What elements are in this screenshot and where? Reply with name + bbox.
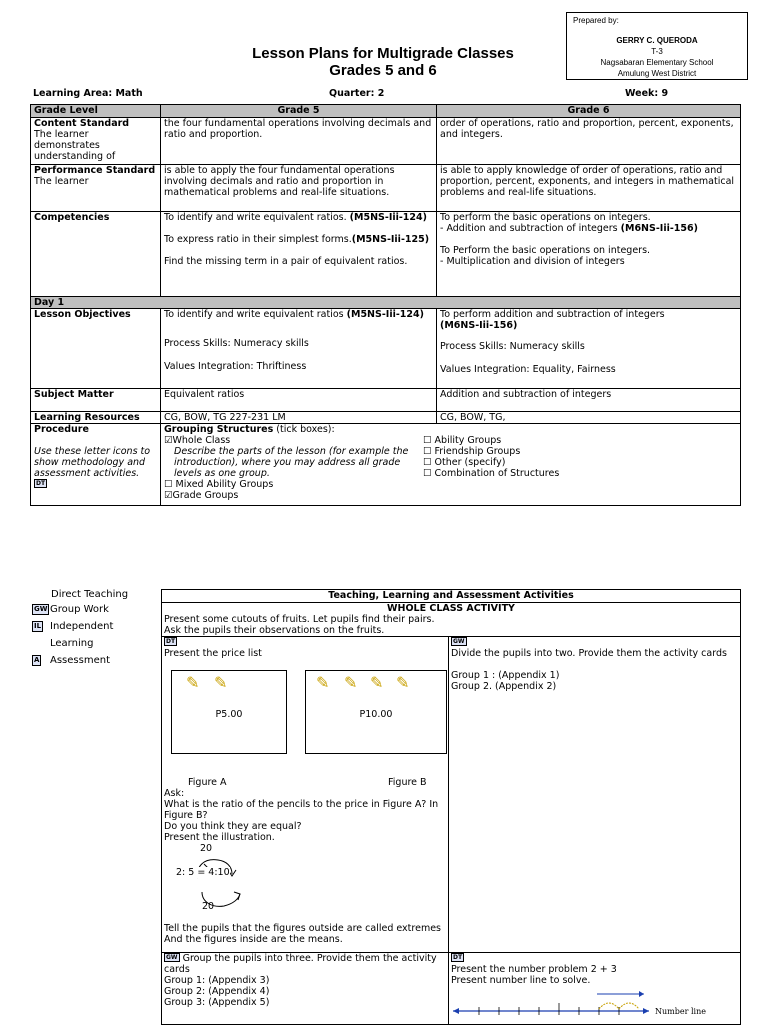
competency-g6-1: To perform the basic operations on integers. xyxy=(440,212,651,223)
pencil-icon: ✎ xyxy=(316,673,330,692)
content-standard-sub: The learner demonstrates understanding of xyxy=(34,129,116,162)
figure-b-price: P10.00 xyxy=(359,709,393,720)
learning-area: Learning Area: Math xyxy=(33,88,143,99)
competency-g6-1-code: (M6NS-Iii-156) xyxy=(620,223,698,234)
method-legend xyxy=(31,588,159,669)
mixed-ability-checkbox[interactable]: ☐ Mixed Ability Groups xyxy=(164,479,274,490)
learning-resources-label: Learning Resources xyxy=(31,412,161,424)
day-label: Day 1 xyxy=(31,297,741,309)
ratio-question: What is the ratio of the pencils to the price in Figure A? In Figure B? xyxy=(164,799,439,821)
grade6-header: Grade 6 xyxy=(437,105,741,118)
legend-independent-learning: Independent Learning xyxy=(50,621,114,649)
content-standard-label: Content Standard xyxy=(34,118,130,129)
ability-groups-checkbox[interactable]: ☐ Ability Groups xyxy=(423,435,502,446)
performance-standard-sub: The learner xyxy=(34,176,89,187)
competency-g5-2: To express ratio in their simplest forms. xyxy=(164,234,352,245)
whole-class-line-2: Ask the pupils their observations on the fruits. xyxy=(164,625,385,636)
group-1-appendix-3: Group 1: (Appendix 3) xyxy=(164,975,270,986)
performance-standard-g6: is able to apply knowledge of order of operations, ratio and proportion, percent, exponents, and integers in mathematical problems and real-life situations. xyxy=(437,165,741,212)
competencies-label: Competencies xyxy=(31,212,161,297)
equal-question: Do you think they are equal? xyxy=(164,821,302,832)
performance-standard-label: Performance Standard xyxy=(34,165,156,176)
figure-a-caption: Figure A xyxy=(188,777,227,788)
grade5-header: Grade 5 xyxy=(161,105,437,118)
figure-b-caption: Figure B xyxy=(388,777,427,788)
objective-g5-skills: Process Skills: Numeracy skills xyxy=(164,338,309,349)
pencil-icon: ✎ xyxy=(186,673,200,692)
proportion-illustration xyxy=(164,843,446,923)
document-title xyxy=(150,45,616,79)
subject-matter-g6: Addition and subtraction of integers xyxy=(437,389,741,412)
gw-tag: GW xyxy=(166,954,178,961)
group-2-appendix: Group 2. (Appendix 2) xyxy=(451,681,557,692)
competency-g5-1: To identify and write equivalent ratios. xyxy=(164,212,347,223)
price-list-text: Present the price list xyxy=(164,648,262,659)
objective-g5: To identify and write equivalent ratios xyxy=(164,309,344,320)
number-line-text: Present number line to solve. xyxy=(451,975,591,986)
figure-a-box xyxy=(171,670,287,754)
pencil-icon: ✎ xyxy=(214,673,228,692)
whole-class-checkbox[interactable]: ☑Whole Class xyxy=(164,435,231,446)
quarter: Quarter: 2 xyxy=(329,88,385,99)
pencil-icon: ✎ xyxy=(344,673,358,692)
number-line-label: Number line xyxy=(655,1007,706,1016)
whole-class-activity-title: WHOLE CLASS ACTIVITY xyxy=(387,603,515,614)
whole-class-line-1: Present some cutouts of fruits. Let pupils find their pairs. xyxy=(164,614,435,625)
competency-g5-1-code: (M5NS-Iii-124) xyxy=(349,212,427,223)
gw-tag: GW xyxy=(453,638,465,645)
week: Week: 9 xyxy=(625,88,669,99)
title-line-1: Lesson Plans for Multigrade Classes xyxy=(252,45,514,62)
bottom-number: 20 xyxy=(202,901,215,912)
objective-g5-values: Values Integration: Thriftiness xyxy=(164,361,307,372)
group-three-text: Group the pupils into three. Provide them the activity cards xyxy=(164,953,437,975)
subject-matter-row xyxy=(31,389,741,412)
objectives-label: Lesson Objectives xyxy=(31,309,161,389)
school-name: Nagsabaran Elementary School xyxy=(600,58,714,67)
tick-boxes-label: (tick boxes): xyxy=(276,424,335,435)
number-problem-text: Present the number problem 2 + 3 xyxy=(451,964,617,975)
gw-tag: GW xyxy=(34,605,48,613)
number-line-icon xyxy=(449,989,679,1019)
content-standard-row xyxy=(31,118,741,165)
competency-g6-2b: - Multiplication and division of integers xyxy=(440,256,625,267)
extremes-text: Tell the pupils that the figures outside are called extremes xyxy=(164,923,441,934)
district-name: Amulung West District xyxy=(617,69,697,78)
activities-table xyxy=(161,589,741,1025)
objective-g6-skills: Process Skills: Numeracy skills xyxy=(440,341,585,352)
group-3-appendix-5: Group 3: (Appendix 5) xyxy=(164,997,270,1008)
a-tag: A xyxy=(34,656,40,664)
group-2-appendix-4: Group 2: (Appendix 4) xyxy=(164,986,270,997)
procedure-label: Procedure xyxy=(34,424,89,435)
title-line-2: Grades 5 and 6 xyxy=(329,62,437,79)
legend-assessment: Assessment xyxy=(50,655,110,666)
dt-tag: DT xyxy=(166,638,176,645)
objective-g6-values: Values Integration: Equality, Fairness xyxy=(440,364,616,375)
other-checkbox[interactable]: ☐ Other (specify) xyxy=(423,457,506,468)
prepared-by-label: Prepared by: xyxy=(573,16,619,25)
divide-pupils-text: Divide the pupils into two. Provide them the activity cards xyxy=(451,648,727,659)
grade-level-header: Grade Level xyxy=(31,105,161,118)
combination-checkbox[interactable]: ☐ Combination of Structures xyxy=(423,468,560,479)
il-tag: IL xyxy=(34,622,42,630)
whole-class-description: Describe the parts of the lesson (for example the introduction), where you may address all grade levels as one group. xyxy=(174,446,409,479)
group-1-appendix: Group 1 : (Appendix 1) xyxy=(451,670,560,681)
objective-g6: To perform addition and subtraction of integers xyxy=(440,309,665,320)
objective-g5-code: (M5NS-Iii-124) xyxy=(346,309,424,320)
grade-groups-checkbox[interactable]: ☑Grade Groups xyxy=(164,490,239,501)
learning-resources-g6: CG, BOW, TG, xyxy=(437,412,741,424)
figure-b-box xyxy=(305,670,447,754)
proportion-equation: 2: 5 = 4:10 xyxy=(176,867,230,878)
pencil-icon: ✎ xyxy=(396,673,410,692)
competencies-row xyxy=(31,212,741,297)
content-standard-g5: the four fundamental operations involving decimals and ratio and proportion. xyxy=(161,118,437,165)
grouping-structures-label: Grouping Structures xyxy=(164,424,274,435)
top-number: 20 xyxy=(200,843,213,854)
learning-resources-g5: CG, BOW, TG 227-231 LM xyxy=(161,412,437,424)
lesson-plan-table xyxy=(30,104,741,506)
procedure-note: Use these letter icons to show methodology and assessment activities. xyxy=(34,446,151,479)
subject-matter-g5: Equivalent ratios xyxy=(161,389,437,412)
friendship-groups-checkbox[interactable]: ☐ Friendship Groups xyxy=(423,446,521,457)
ask-label: Ask: xyxy=(164,788,185,799)
performance-standard-row xyxy=(31,165,741,212)
legend-group-work: Group Work xyxy=(50,604,109,615)
competency-g5-3: Find the missing term in a pair of equivalent ratios. xyxy=(164,256,408,267)
means-text: And the figures inside are the means. xyxy=(164,934,343,945)
preparer-name: GERRY C. QUERODA xyxy=(616,36,698,45)
competency-g6-2: To Perform the basic operations on integers. xyxy=(440,245,651,256)
dt-tag: DT xyxy=(453,954,463,961)
day-row xyxy=(31,297,741,309)
figure-a-price: P5.00 xyxy=(215,709,243,720)
activities-header: Teaching, Learning and Assessment Activities xyxy=(162,590,741,603)
competency-g6-1b: - Addition and subtraction of integers xyxy=(440,223,618,234)
content-standard-g6: order of operations, ratio and proportion, percent, exponents, and integers. xyxy=(437,118,741,165)
proportion-arrows-icon xyxy=(186,854,246,914)
preparer-position: T-3 xyxy=(651,47,663,56)
legend-direct-teaching: Direct Teaching xyxy=(51,589,129,600)
dt-tag: DT xyxy=(36,480,46,487)
learning-resources-row xyxy=(31,412,741,424)
header-row xyxy=(31,105,741,118)
illustration-text: Present the illustration. xyxy=(164,832,275,843)
objective-g6-code: (M6NS-Iii-156) xyxy=(440,320,518,331)
performance-standard-g5: is able to apply the four fundamental operations involving decimals and ratio and proportion in mathematical problems and real-life situations. xyxy=(161,165,437,212)
subject-matter-label: Subject Matter xyxy=(31,389,161,412)
objectives-row xyxy=(31,309,741,389)
procedure-row xyxy=(31,424,741,506)
competency-g5-2-code: (M5NS-Iii-125) xyxy=(351,234,430,245)
pencil-icon: ✎ xyxy=(370,673,384,692)
